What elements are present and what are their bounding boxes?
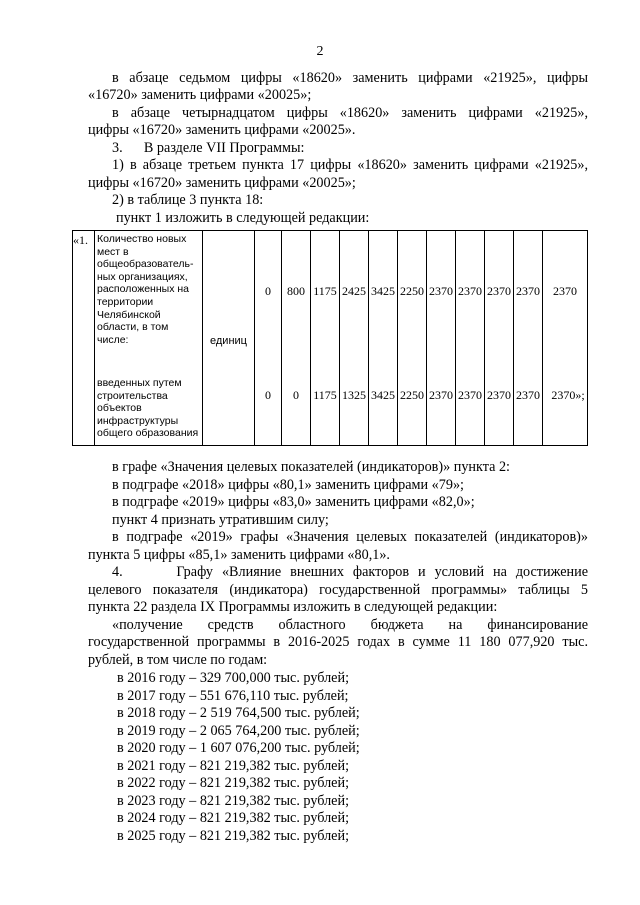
year-line: в 2023 году – 821 219,382 тыс. рублей; [117,793,350,809]
section-heading: 3. В разделе VII Программы: [112,140,305,156]
value-main: 1175 [313,284,337,298]
paragraph-line: в подграфе «2018» цифры «80,1» заменить цифрами «79»; [112,477,464,493]
value-cell [485,231,514,446]
value-main: 2425 [342,284,366,298]
year-line: в 2018 году – 2 519 764,500 тыс. рублей; [117,705,360,721]
paragraph-line: государственной программы в 2016-2025 годах в сумме 11 180 077,920 тыс. [88,634,588,650]
year-line: в 2025 году – 821 219,382 тыс. рублей; [117,828,350,844]
value-cell [282,231,311,446]
indicator-cell [95,231,203,446]
paragraph-line: в подграфе «2019» цифры «83,0» заменить цифрами «82,0»; [112,494,475,510]
year-line: в 2016 году – 329 700,000 тыс. рублей; [117,670,350,686]
paragraph-line: в подграфе «2019» графы «Значения целевых показателей (индикаторов)» [112,529,588,545]
value-main: 800 [287,284,305,298]
year-line: в 2021 году – 821 219,382 тыс. рублей; [117,758,350,774]
value-sub: 3425 [371,388,395,402]
paragraph-line: пункт 1 изложить в следующей редакции: [116,210,370,226]
value-main: 2250 [400,284,424,298]
value-cell [255,231,282,446]
table-row-number: «1. [73,231,95,446]
unit-cell [203,231,255,446]
paragraph-line: пункта 22 раздела IX Программы изложить в следующей редакции: [88,599,498,615]
unit-text: единиц [210,335,247,347]
value-main: 2370 [487,284,511,298]
section-heading: 4. Графу «Влияние внешних факторов и условий на достижение [112,564,588,580]
value-main: 3425 [371,284,395,298]
paragraph-line: пункт 4 признать утратившим силу; [112,512,329,528]
paragraph-line: «16720» заменить цифрами «20025»; [88,87,312,103]
paragraph-line: в графе «Значения целевых показателей (индикаторов)» пункта 2: [112,459,510,475]
paragraph-line: в абзаце четырнадцатом цифры «18620» заменить цифрами «21925», [112,105,588,121]
value-sub: 1175 [313,388,337,402]
value-cell [456,231,485,446]
paragraph-line: пункта 5 цифры «85,1» заменить цифрами «80,1». [88,547,390,563]
value-cell [340,231,369,446]
paragraph-line: рублей, в том числе по годам: [88,652,268,668]
value-sub: 2370 [487,388,511,402]
value-sub: 0 [293,388,299,402]
value-sub: 2370 [458,388,482,402]
value-cell [398,231,427,446]
value-sub: 2370 [516,388,540,402]
value-cell [311,231,340,446]
paragraph-line: цифры «16720» заменить цифрами «20025». [88,122,356,138]
value-cell [543,231,588,446]
value-main: 0 [265,284,271,298]
page-number: 2 [316,44,324,59]
indicator-main-text: Количество новых мест в общеобразователь-ных организациях, расположенных на территории Челябинской области, в том числе: [97,233,194,346]
value-sub: 1325 [342,388,366,402]
indicator-sub-text: введенных путем строительства объектов инфраструктуры общего образования [97,377,199,440]
year-line: в 2022 году – 821 219,382 тыс. рублей; [117,775,350,791]
year-line: в 2024 году – 821 219,382 тыс. рублей; [117,810,350,826]
value-sub: 2370»; [551,388,585,402]
value-main: 2370 [516,284,540,298]
value-cell [514,231,543,446]
year-line: в 2017 году – 551 676,110 тыс. рублей; [117,688,349,704]
value-main: 2370 [553,284,577,298]
year-line: в 2019 году – 2 065 764,200 тыс. рублей; [117,723,360,739]
value-sub: 0 [265,388,271,402]
year-line: в 2020 году – 1 607 076,200 тыс. рублей; [117,740,360,756]
paragraph-line: в абзаце седьмом цифры «18620» заменить цифрами «21925», цифры [112,70,588,86]
paragraph-line: 1) в абзаце третьем пункта 17 цифры «18620» заменить цифрами «21925», [112,157,588,173]
paragraph-line: цифры «16720» заменить цифрами «20025»; [88,175,356,191]
value-cell [369,231,398,446]
indicator-table [72,230,588,446]
paragraph-line: 2) в таблице 3 пункта 18: [112,192,264,208]
value-sub: 2250 [400,388,424,402]
paragraph-line: «получение средств областного бюджета на финансирование [112,617,588,633]
value-cell [427,231,456,446]
value-main: 2370 [458,284,482,298]
paragraph-line: целевого показателя (индикатора) государственной программы» таблицы 5 [88,582,588,598]
value-sub: 2370 [429,388,453,402]
value-main: 2370 [429,284,453,298]
